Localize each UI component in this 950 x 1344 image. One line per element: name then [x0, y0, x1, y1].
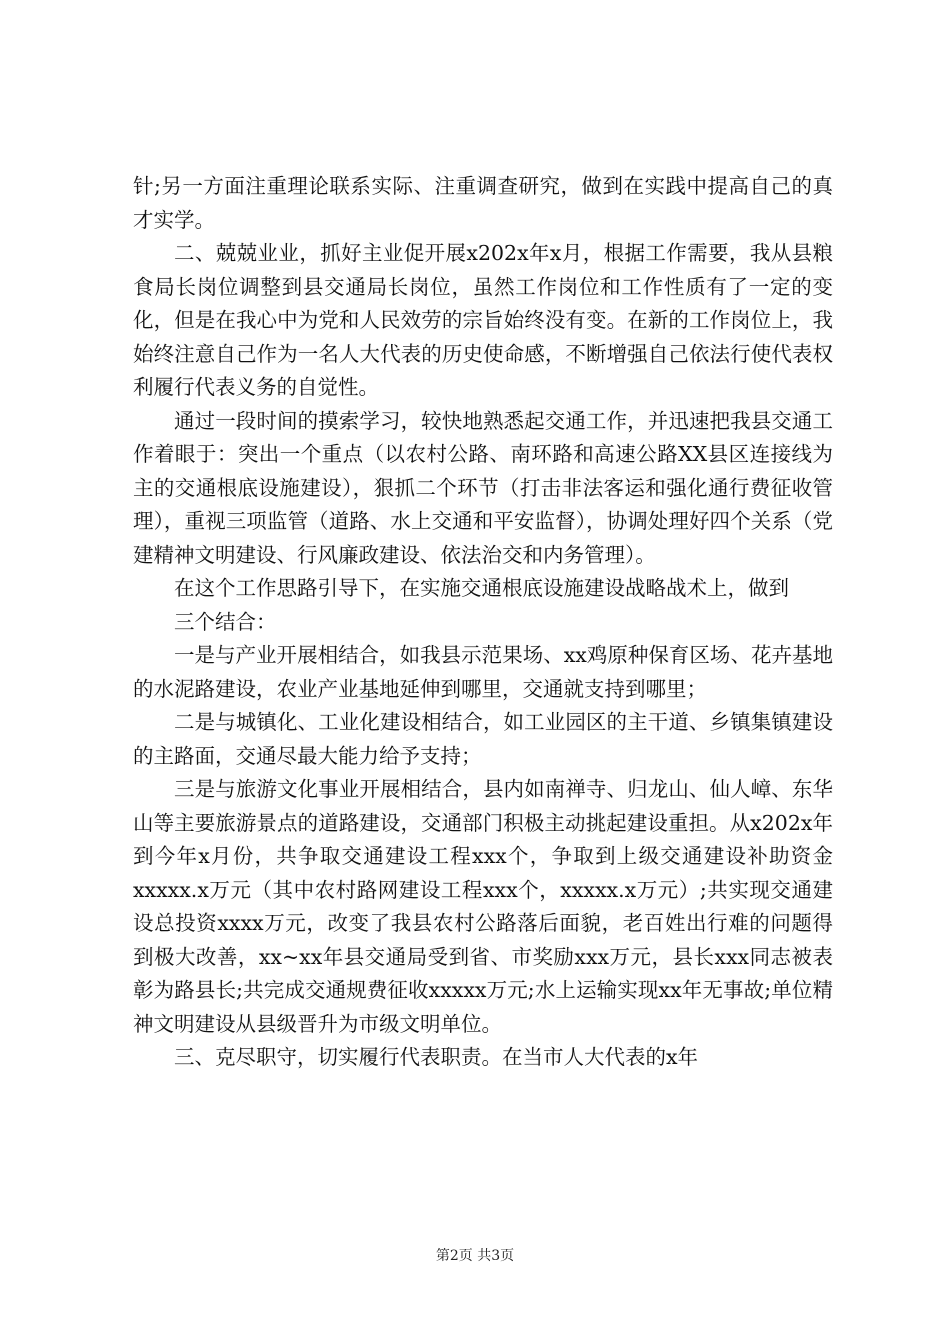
page-footer: 第2页 共3页: [435, 1248, 515, 1264]
paragraph-2: 二、兢兢业业，抓好主业促开展x202x年x月，根据工作需要，我从县粮食局长岗位调整到县交通局长岗位，虽然工作岗位和工作性质有了一定的变化，但是在我心中为党和人民效劳的宗旨始终没有变。在新的工作岗位上，我始终注意自己作为一名人大代表的历史使命感，不断增强自己依法行使代表权利履行代表义务的自觉性。: [133, 241, 833, 399]
paragraph-9: 三、克尽职守，切实履行代表职责。在当市人大代表的x年: [174, 1045, 699, 1069]
paragraph-3: 通过一段时间的摸索学习，较快地熟悉起交通工作，并迅速把我县交通工作着眼于：突出一个重点（以农村公路、南环路和高速公路XX县区连接线为主的交通根底设施建设），狠抓二个环节（打击非法客运和强化通行费征收管理），重视三项监管（道路、水上交通和平安监督），协调处理好四个关系（党建精神文明建设、行风廉政建设、依法治交和内务管理）。: [133, 408, 833, 567]
paragraph-7: 二是与城镇化、工业化建设相结合，如工业园区的主干道、乡镇集镇建设的主路面，交通尽最大能力给予支持；: [133, 710, 833, 768]
document-body: [133, 170, 833, 1075]
paragraph-5: 三个结合：: [174, 609, 277, 634]
paragraph-4: 在这个工作思路引导下，在实施交通根底设施建设战略战术上，做到: [174, 576, 789, 600]
paragraph-1: 针;另一方面注重理论联系实际、注重调查研究，做到在实践中提高自己的真才实学。: [133, 174, 833, 232]
paragraph-6: 一是与产业开展相结合，如我县示范果场、xx鸡原种保育区场、花卉基地的水泥路建设，农业产业基地延伸到哪里，交通就支持到哪里；: [133, 643, 833, 701]
paragraph-8: 三是与旅游文化事业开展相结合，县内如南禅寺、归龙山、仙人嶂、东华山等主要旅游景点的道路建设，交通部门积极主动挑起建设重担。从x202x年到今年x月份，共争取交通建设工程xxx个，争取到上级交通建设补助资金xxxxx.x万元（其中农村路网建设工程xxx个，xxxxx.x万元）;共实现交通建设总投资xxxx万元，改变了我县农村公路落后面貌，老百姓出行难的问题得到极大改善，xx~xx年县交通局受到省、市奖励xxx万元，县长xxx同志被表彰为路县长;共完成交通规费征收xxxxx万元;水上运输实现xx年无事故;单位精神文明建设从县级晋升为市级文明单位。: [133, 777, 833, 1036]
